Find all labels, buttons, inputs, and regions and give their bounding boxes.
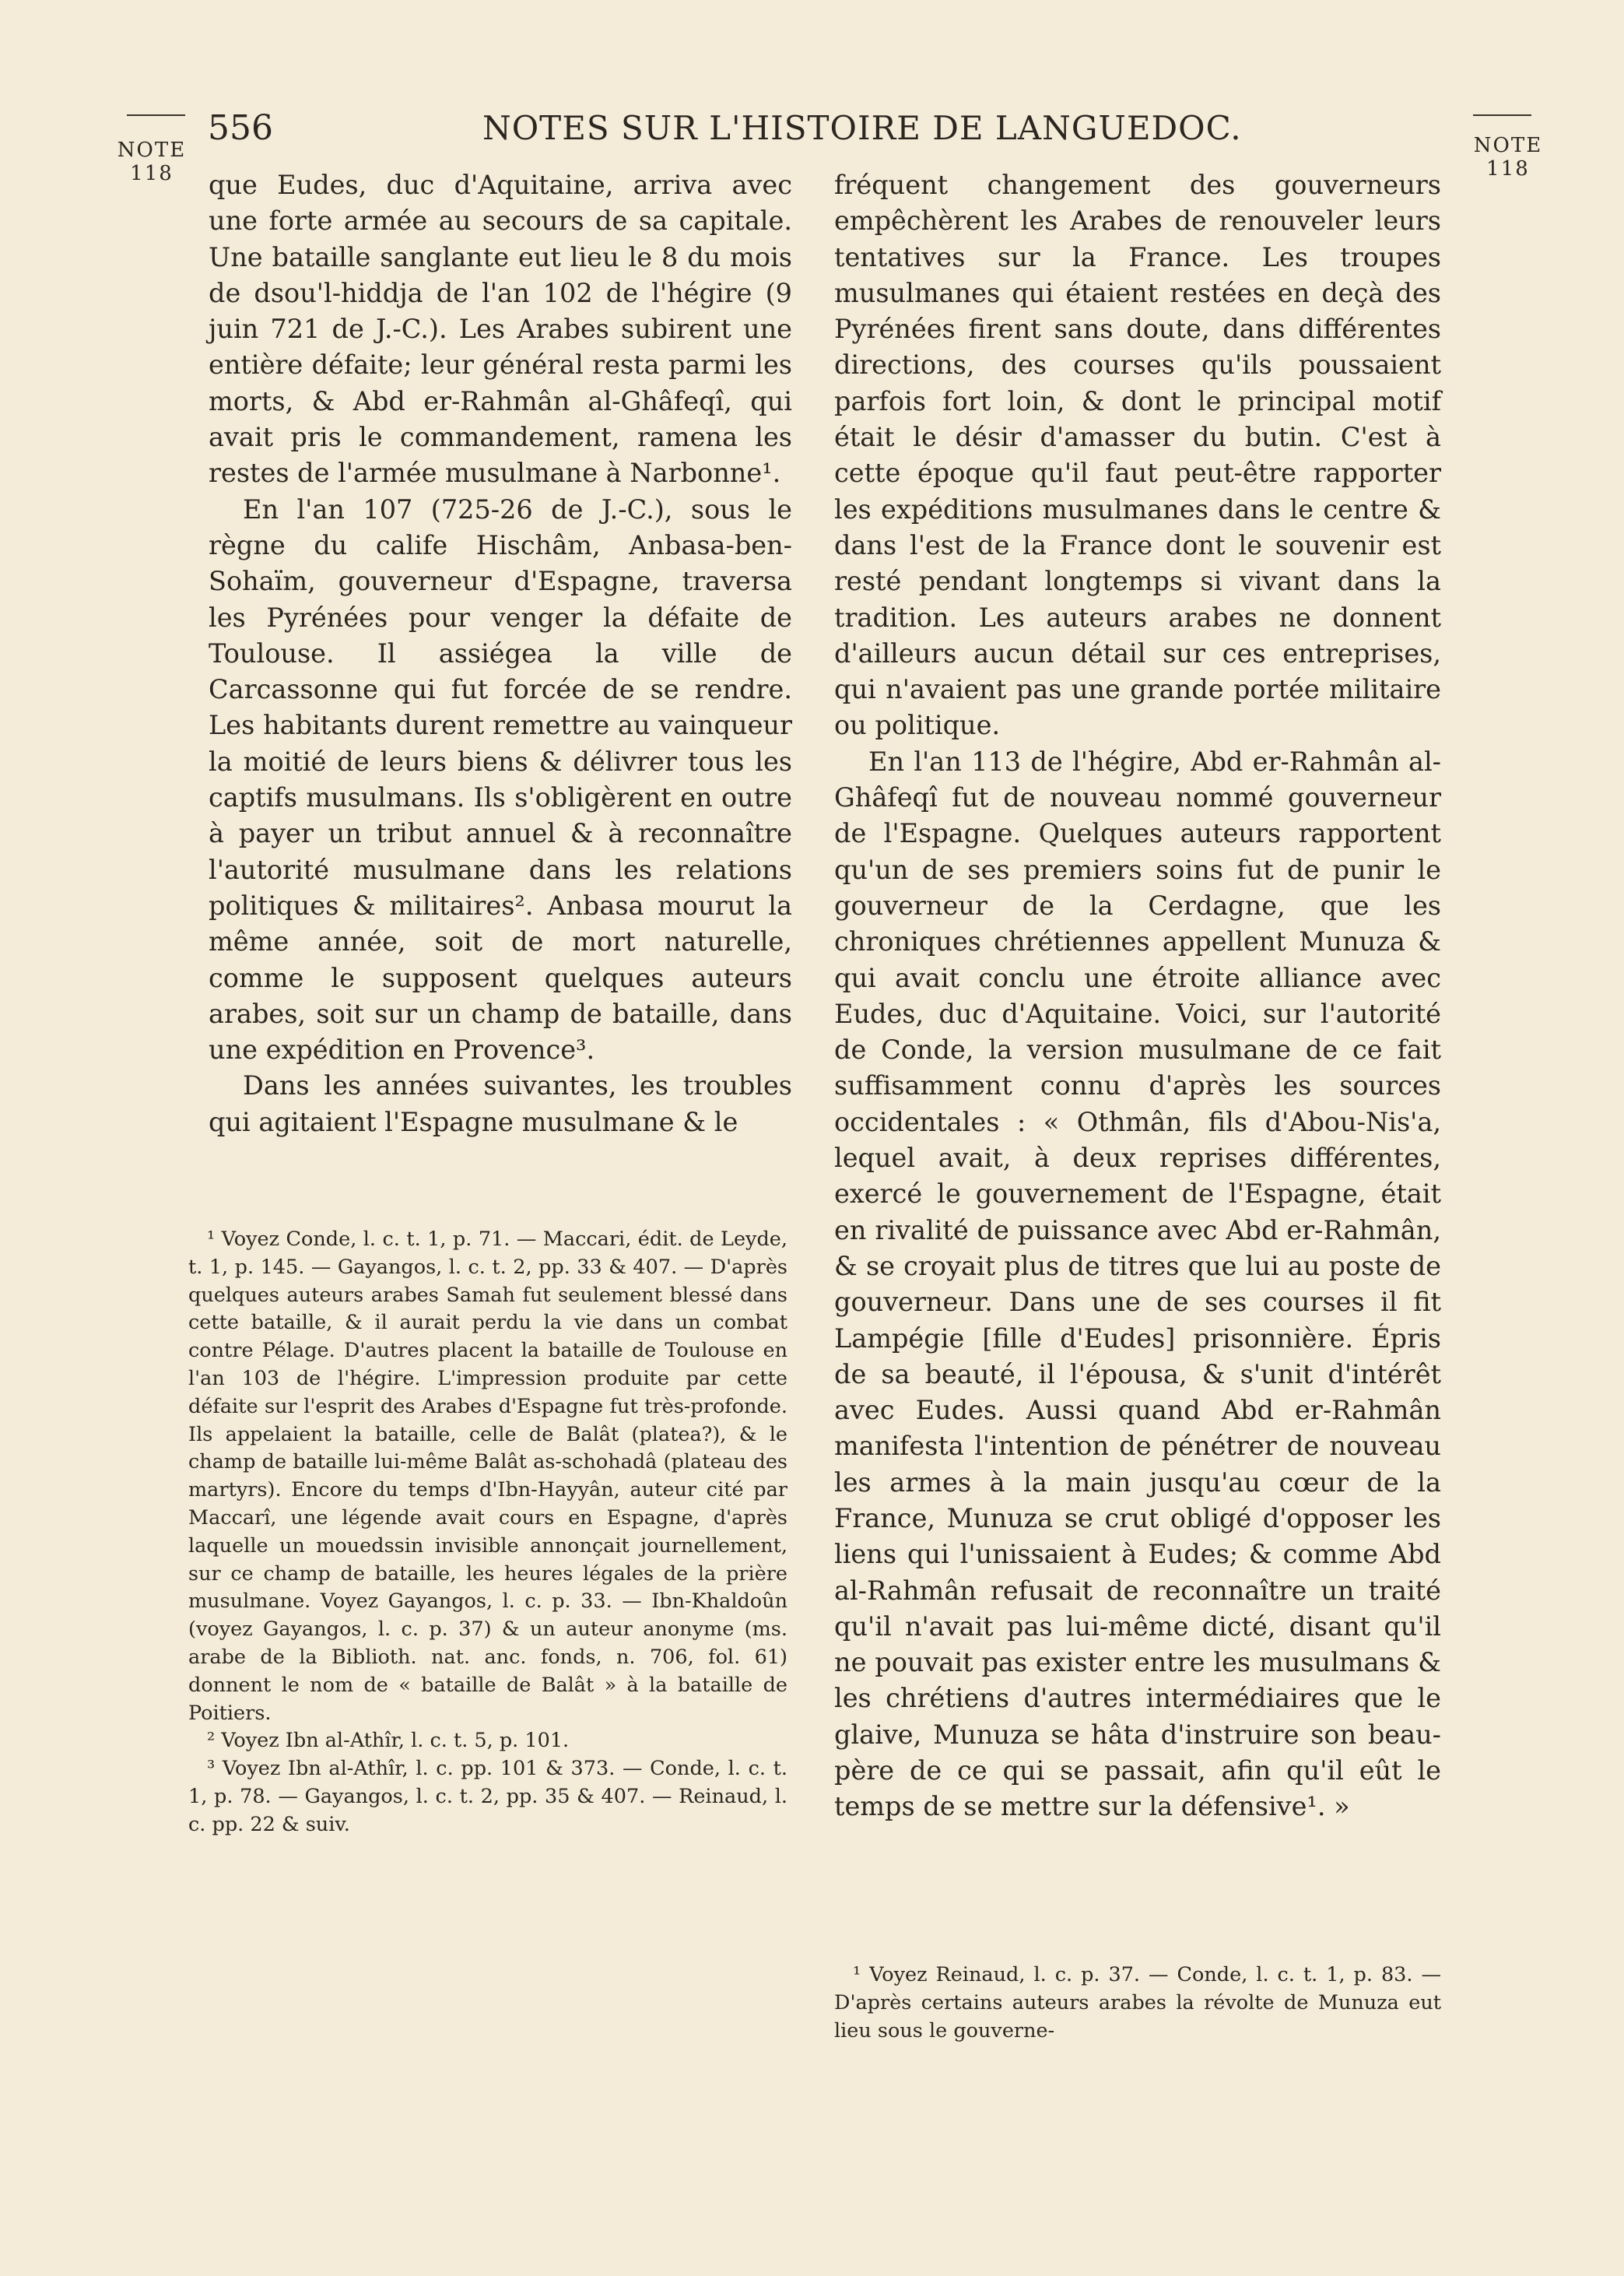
right-paragraph-2: En l'an 113 de l'hégire, Abd er-Rahmân al-Ghâfeqî fut de nouveau nommé gouverneur de l'Espagne. Quelques auteurs rapportent qu'un de ses premiers soins fut de punir le gouverneur de la Cerdagne, que les chroniques chrétiennes appellent Munuza & qui avait conclu une étroite alliance avec Eudes, duc d'Aquitaine. Voici, sur l'autorité de Conde, la version musulmane de ce fait suffisamment connu d'après les sources occidentales : « Othmân, fils d'Abou-Nis'a, lequel avait, à deux reprises différentes, exercé le gouvernement de l'Espagne, était en rivalité de puissance avec Abd er-Rahmân, & se croyait plus de titres que lui au poste de gouverneur. Dans une de ses courses il fit Lampégie [fille d'Eudes] prisonnière. Épris de sa beauté, il l'épousa, & s'unit d'intérêt avec Eudes. Aussi quand Abd er-Rahmân manifesta l'intention de pénétrer de nouveau les armes à la main jusqu'au cœur de la France, Munuza se crut obligé d'opposer les liens qui l'unissaient à Eudes; & comme Abd al-Rahmân refusait de reconnaître un traité qu'il n'avait pas lui-même dicté, disant qu'il ne pouvait pas exister entre les musulmans & les chrétiens d'autres intermédiaires que le glaive, Munuza se hâta d'instruire son beau-père de ce qui se passait, afin qu'il eût le temps de se mettre sur la défensive¹. » xyxy=(834,746,1441,1822)
right-paragraph-1: fréquent changement des gouverneurs empêchèrent les Arabes de renouveler leurs tentatives sur la France. Les troupes musulmanes qui étaient restées en deçà des Pyrénées firent sans doute, dans différentes directions, des courses qu'ils poussaient parfois fort loin, & dont le principal motif était le désir d'amasser du butin. C'est à cette époque qu'il faut peut-être rapporter les expéditions musulmanes dans le centre & dans l'est de la France dont le souvenir est resté pendant longtemps si vivant dans la tradition. Les auteurs arabes ne donnent d'ailleurs aucun détail sur ces entreprises, qui n'avaient pas une grande portée militaire ou politique. xyxy=(834,170,1441,741)
note-number-right: 118 xyxy=(1486,157,1530,181)
note-label-left: NOTE xyxy=(117,139,187,162)
footnote-3: ³ Voyez Ibn al-Athîr, l. c. pp. 101 & 373. — Conde, l. c. t. 1, p. 78. — Gayangos, l. c. t. 2, pp. 35 & 407. — Reinaud, l. c. pp. 22 & suiv. xyxy=(188,1757,787,1836)
right-column xyxy=(834,167,1441,1825)
footnote-2: ² Voyez Ibn al-Athîr, l. c. t. 5, p. 101. xyxy=(207,1729,570,1753)
header-rule-left xyxy=(127,114,185,116)
right-footnotes xyxy=(834,1962,1441,2045)
note-tag-left xyxy=(117,139,187,185)
note-number-left: 118 xyxy=(130,162,174,185)
footnote-1: ¹ Voyez Conde, l. c. t. 1, p. 71. — Maccari, édit. de Leyde, t. 1, p. 145. — Gayangos, l. c. t. 2, pp. 33 & 407. — D'après quelques auteurs arabes Samah fut seulement blessé dans cette bataille, & il aurait perdu la vie dans un combat contre Pélage. D'autres placent la bataille de Toulouse en l'an 103 de l'hégire. L'impression produite par cette défaite sur l'esprit des Arabes d'Espagne fut très-profonde. Ils appelaient la bataille, celle de Balât (platea?), & le champ de bataille lui-même Balât as-schohadâ (plateau des martyrs). Encore du temps d'Ibn-Hayyân, auteur cité par Maccarî, une légende avait cours en Espagne, d'après laquelle un mouedssin invisible annonçait journellement, sur ce champ de bataille, les heures légales de la prière musulmane. Voyez Gayangos, l. c. p. 33. — Ibn-Khaldoûn (voyez Gayangos, l. c. p. 37) & un auteur anonyme (ms. arabe de la Biblioth. nat. anc. fonds, n. 706, fol. 61) donnent le nom de « bataille de Balât » à la bataille de Poitiers. xyxy=(188,1228,787,1725)
running-title: NOTES SUR L'HISTOIRE DE LANGUEDOC. xyxy=(482,109,1242,147)
note-tag-right xyxy=(1473,134,1543,181)
page-number: 556 xyxy=(208,108,273,148)
note-label-right: NOTE xyxy=(1473,134,1543,157)
header-rule-right xyxy=(1473,114,1531,116)
footnote-right-1: ¹ Voyez Reinaud, l. c. p. 37. — Conde, l. c. t. 1, p. 83. — D'après certains auteurs arabes la révolte de Munuza eut lieu sous le gouverne- xyxy=(834,1963,1441,2042)
left-column xyxy=(209,167,792,1140)
left-paragraph-3: Dans les années suivantes, les troubles qui agitaient l'Espagne musulmane & le xyxy=(209,1070,792,1137)
left-paragraph-1: que Eudes, duc d'Aquitaine, arriva avec une forte armée au secours de sa capitale. Une bataille sanglante eut lieu le 8 du mois de dsou'l-hiddja de l'an 102 de l'hégire (9 juin 721 de J.-C.). Les Arabes subirent une entière défaite; leur général resta parmi les morts, & Abd er-Rahmân al-Ghâfeqî, qui avait pris le commandement, ramena les restes de l'armée musulmane à Narbonne¹. xyxy=(209,170,792,489)
left-footnotes xyxy=(188,1226,787,1839)
left-paragraph-2: En l'an 107 (725-26 de J.-C.), sous le règne du calife Hischâm, Anbasa-ben-Sohaïm, gouverneur d'Espagne, traversa les Pyrénées pour venger la défaite de Toulouse. Il assiégea la ville de Carcassonne qui fut forcée de se rendre. Les habitants durent remettre au vainqueur la moitié de leurs biens & délivrer tous les captifs musulmans. Ils s'obligèrent en outre à payer un tribut annuel & à reconnaître l'autorité musulmane dans les relations politiques & militaires². Anbasa mourut la même année, soit de mort naturelle, comme le supposent quelques auteurs arabes, soit sur un champ de bataille, dans une expédition en Provence³. xyxy=(209,493,792,1066)
